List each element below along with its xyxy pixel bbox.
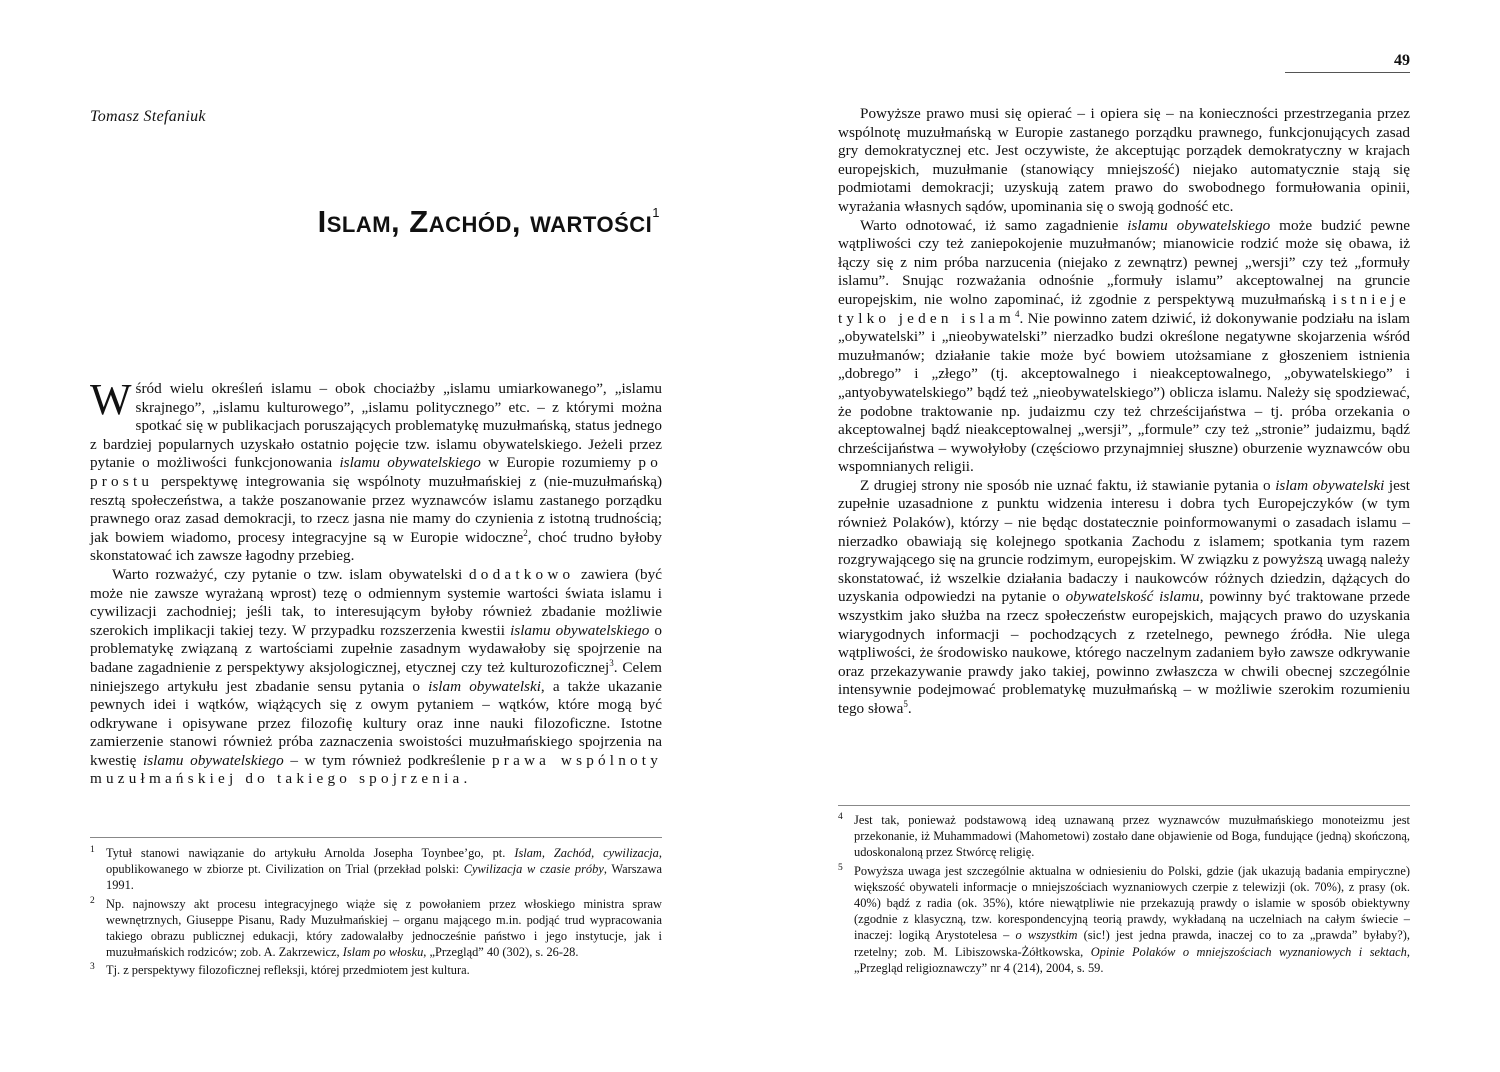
paragraph-3: Powyższe prawo musi się opierać – i opiera się – na konieczności przestrzegania przez wspólnotę muzułmańską w Europie zastanego porządku prawnego, funkcjonujących zasad gry demokratycznej etc. Jest oczywiste, że akceptując porządek demokratyczny w krajach europejskich, muzułmanie (stanowiący mniejszość) niejako automatycznie stają się podmiotami demokracji; uzyskują zatem prawo do swobodnego formułowania opinii, wyrażania własnych sądów, upominania się o swoją godność etc. <box>838 105 1410 215</box>
footnote-text: Jest tak, ponieważ podstawową ideą uznawaną przez wyznawców muzułmańskiego monoteizmu jest przekonanie, iż Muhammadowi (Mahometowi) zostało dane objawienie od Boga, fundujące (jedną) skończoną, udoskonaloną przez Stwórcę religię. <box>854 813 1410 860</box>
italic-term: islam obywatelski <box>1275 476 1385 494</box>
footnote-italic: o wszystkim <box>1015 928 1078 943</box>
text-run: . Nie powinno zatem dziwić, iż dokonywanie podziału na islam „obywatelski” i „nieobywatelski” nierzadko budzi określone negatywne skojarzenia wśród muzułmanów; działanie takie może być bowiem utożsamiane z głoszeniem istnienia „dobrego” i „złego” (tj. akceptowalnego i nieakceptowalnego, „obywatelskiego” i „antyobywatelskiego” bądź też „nieobywatelskiego”) oblicza islamu. Należy się spodziewać, że podobne traktowanie np. judaizmu czy też chrześcijaństwa – tj. próba orzekania o akceptowalnej bądź nieakceptowalnej „wersji”, „formule” czy też „stronie” judaizmu, bądź chrześcijaństwa – wywołyłoby (częściowo przynajmniej słuszne) oburzenie wyznawców obu wspomnianych religii. <box>838 309 1410 476</box>
text-run: Warto odnotować, iż samo zagadnienie <box>860 216 1128 234</box>
footnote-text: , „Przegląd religioznawczy” nr 4 (214), 2004, s. 59. <box>854 944 1410 975</box>
footnote-number: 4 <box>838 812 843 822</box>
footnote-italic: Cywilizacja w czasie próby <box>463 862 604 877</box>
footnote-text: Tytuł stanowi nawiązanie do artykułu Arnolda Josepha Toynbee’go, pt. <box>106 846 515 860</box>
footnote-divider <box>90 837 662 838</box>
footnote-text: , opublikowanego w zbiorze pt. Civilization on Trial (przekład polski: <box>106 846 662 877</box>
footnote-text: Powyższa uwaga jest szczególnie aktualna w odniesieniu do Polski, gdzie (jak ukazują badania empiryczne) większość obywateli informacje o mniejszościach wyznaniowych czerpie z telewizji (ok. 70%), z prasy (ok. 40%) bądź z radia (ok. 35%), które niewątpliwie nie przekazują prawdy o islamie w sposób obiektywny (zgodnie z klasyczną, tzw. korespondencyjną teorią prawdy, wykładaną na uczelniach na całym świecie – inaczej: logiką Arystotelesa – <box>854 863 1410 943</box>
footnote-text: , Warszawa 1991. <box>106 862 662 893</box>
text-run: Z drugiej strony nie sposób nie uznać faktu, iż stawianie pytania o <box>860 476 1276 494</box>
spaced-emphasis: istnieje tylko jeden islam <box>838 290 1410 327</box>
article-title-text: Islam, Zachód, wartości <box>317 204 653 239</box>
spaced-emphasis: po prostu <box>90 454 662 490</box>
running-head-author: Tomasz Stefaniuk <box>90 108 206 125</box>
italic-term: obywatelskość islamu <box>1065 588 1200 606</box>
paragraph-5 <box>838 477 1410 719</box>
title-footnote-ref[interactable]: 1 <box>652 204 660 220</box>
spaced-emphasis: prawa wspólnoty muzułmańskiej do takiego spojrzenia. <box>90 751 662 788</box>
spaced-emphasis: dodatkowo <box>469 565 575 583</box>
footnote-italic: Islam po włosku <box>342 945 424 960</box>
footnote-number: 5 <box>838 862 843 873</box>
footnote-ref-4[interactable]: 4 <box>1015 308 1020 319</box>
drop-cap: W <box>90 375 132 424</box>
text-run: – w tym również podkreślenie <box>283 751 493 769</box>
italic-term: islamu obywatelskiego <box>1127 216 1271 234</box>
footnote-text: Np. najnowszy akt procesu integracyjnego wiąże się z powołaniem przez włoskiego ministra spraw wewnętrznych, Giuseppe Pisanu, Rady Muzułmańskiej – organu mającego m.in. podjąć trud wypracowania takiego obrazu publicznej edukacji, który zadowalałby jednocześnie państwo i jego instytucje, jak i muzułmańskich rodziców; zob. A. Zakrzewicz, <box>106 896 662 960</box>
text-run: Warto rozważyć, czy pytanie o tzw. islam obywatelski <box>112 565 470 583</box>
text-run: zawiera (być może nie zawsze wyrażaną wprost) tezę o odmiennym systemie wartości świata islamu i cywilizacji zachodniej; jeśli tak, to interesującym byłoby również zbadanie możliwie szerokich implikacji takiej tezy. W przypadku rozszerzenia kwestii <box>90 565 662 639</box>
paragraph-4 <box>838 217 1410 477</box>
italic-term: islamu obywatelskiego <box>339 454 481 472</box>
paragraph-2 <box>90 566 662 789</box>
italic-term: islamu obywatelskiego <box>143 751 284 769</box>
text-run: w Europie rozumiemy <box>480 454 639 472</box>
text-run: o problematykę związaną z wartościami zupełnie zasadnym wydawałoby się spojrzenie na badane zagadnienie z perspektywy aksjologicznej, etycznej czy też kulturozoficznej <box>90 621 663 676</box>
text-run: perspektywę integrowania się wspólnoty muzułmańskiej z (nie-muzułmańską) resztą społeczeństwa, a także poszanowanie przez wyznawców islamu zastanego porządku prawnego oraz zasad demokracji, to rzecz jasna nie mamy do czynienia z istotną trudnością; jak bowiem wiadomo, procesy integracyjne są w Europie widoczne <box>90 472 662 546</box>
footnote-ref-2[interactable]: 2 <box>523 527 528 538</box>
footnote-ref-5[interactable]: 5 <box>903 698 908 709</box>
footnote-ref-3[interactable]: 3 <box>609 657 614 668</box>
paragraph-1 <box>90 375 662 566</box>
footnote-text: , „Przegląd” 40 (302), s. 26-28. <box>423 945 579 960</box>
text-run: , a także ukazanie pewnych idei i wątków, wiążących się z owym pytaniem – wątków, które mogą być odkrywane i opisywane przez filozofię kultury oraz inne nauki filozoficzne. Istotne zamierzenie stanowi również próba zaznaczenia swoistości muzułmańskiego spojrzenia na kwestię <box>90 677 662 769</box>
right-page <box>750 0 1500 1072</box>
text-run: . Celem niniejszego artykułu jest zbadanie sensu pytania o <box>90 658 662 695</box>
text-run: , powinny być traktowane przede wszystkim jako służba na rzecz społeczeństw europejskich, mających prawo do uzyskania wiarygodnych informacji – pochodzących z rzetelnego, pewnego źródła. Nie ulega wątpliwości, że środowisko naukowe, którego naczelnym zadaniem było zawsze odkrywanie oraz przekazywanie prawdy jako takiej, powinno zwłaszcza w chwili obecnej szczególnie intensywnie podejmować problematykę muzułmańską – w możliwie szerokim rozumieniu tego słowa <box>838 588 1410 717</box>
right-footnotes <box>838 812 1410 978</box>
footnote-number: 3 <box>90 962 95 973</box>
left-body-text <box>90 375 663 789</box>
text-run: . <box>907 700 912 717</box>
footnote-text: (sic!) jest jedna prawda, inaczej co to za „prawda” byłaby?), rzetelny; zob. M. Libiszowska-Żółtkowska, <box>854 928 1410 959</box>
footnote-1 <box>90 845 662 894</box>
text-run: , choć trudno byłoby skonstatować ich zawsze łagodny przebieg. <box>90 528 662 565</box>
footnote-4 <box>838 812 1410 861</box>
article-title <box>318 204 660 240</box>
italic-term: islamu obywatelskiego <box>510 621 650 639</box>
text-run: może budzić pewne wątpliwości czy też zaniepokojenie muzułmanów; mianowicie rodzić może się obawa, iż łączy się z nim próba narzucenia (niejako z zewnątrz) pewnej „wersji” czy też „formuły islamu”. Snując rozważania odnośnie „formuły islamu” akceptowalnej na gruncie europejskim, nie wolno zapominać, iż zgodnie z perspektywą muzułmańską <box>838 216 1411 308</box>
footnote-number: 2 <box>90 895 95 906</box>
footnote-5 <box>838 863 1410 976</box>
right-body-text <box>838 105 1410 719</box>
italic-term: islam obywatelski <box>428 677 541 695</box>
footnote-text: Tj. z perspektywy filozoficznej refleksji, której przedmiotem jest kultura. <box>106 963 470 978</box>
text-run: jest zupełnie uzasadnione z punktu widzenia interesu i dobra tych Europejczyków (w tym również Polaków), którzy – nie będąc dostatecznie poinformowanymi o zasadach islamu – nierzadko obawiają się kolejnego spotkania Zachodu z islamem; spotkania tym razem rozgrywającego się na gruncie rodzimym, europejskim. W związku z powyższą uwagą należy skonstatować, iż wszelkie działania badaczy i naukowców różnych dziedzin, dążących do uzyskania odpowiedzi na pytanie o <box>838 476 1410 606</box>
footnote-3 <box>90 962 662 978</box>
text-run: śród wielu określeń islamu – obok chociażby „islamu umiarkowanego”, „islamu skrajnego”, „islamu kulturowego”, „islamu politycznego” etc. – z którymi można spotkać się w publikacjach poruszających problematykę muzułmańską, status jednego z bardziej popularnych uzyskało ostatnio pojęcie tzw. islamu obywatelskiego. Jeżeli przez pytanie o możliwości funkcjonowania <box>90 380 662 472</box>
footnote-number: 1 <box>90 845 95 855</box>
footnote-2 <box>90 896 662 961</box>
left-footnotes <box>90 845 662 981</box>
footnote-divider <box>838 805 1410 806</box>
footnote-italic: Islam, Zachód, cywilizacja <box>514 846 659 860</box>
page-number: 49 <box>1394 52 1410 69</box>
footnote-italic: Opinie Polaków o mniejszościach wyznaniowych i sektach <box>1090 944 1407 959</box>
header-rule <box>1285 72 1410 73</box>
